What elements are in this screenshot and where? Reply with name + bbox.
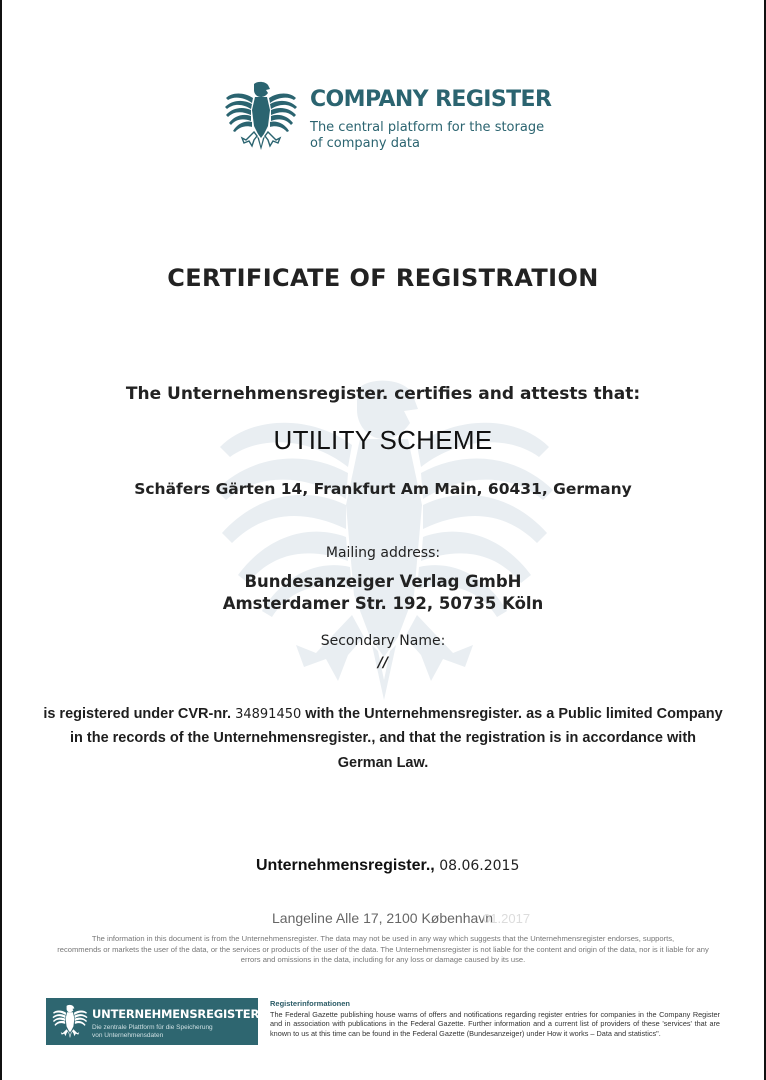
certifies-statement: The Unternehmensregister. certifies and attests that: [125, 384, 641, 404]
badge-subtitle-line1: Die zentrale Plattform für die Speicherung [92, 1024, 213, 1031]
secondary-name-value: // [377, 655, 389, 671]
certificate-title: CERTIFICATE OF REGISTRATION [167, 264, 599, 292]
register-information-title: Registerinformationen [270, 999, 351, 1008]
registration-statement-line3: German Law. [337, 755, 429, 771]
secondary-name-label: Secondary Name: [320, 633, 446, 649]
badge-subtitle [92, 1024, 252, 1040]
mailing-address-line1: Bundesanzeiger Verlag GmbH [244, 572, 522, 591]
legal-disclaimer [48, 934, 718, 966]
disclaimer-line2: recommends or markets the user of the data, or the services or products of the user of the data. The Unternehmensregister is not liable for the content and origin of the data, nor is it liable for any [57, 944, 709, 954]
signature-line [256, 857, 519, 875]
brand-subtitle [310, 120, 550, 152]
issuer-location-address: Langeline Alle 17, 2100 København [272, 910, 494, 926]
register-information [270, 999, 720, 1038]
disclaimer-line3: errors and omissions in the data, including for any loss or damage caused by its use. [240, 955, 526, 964]
company-address: Schäfers Gärten 14, Frankfurt Am Main, 60431, Germany [134, 480, 632, 498]
company-register-logo [224, 80, 554, 155]
federal-eagle-icon [52, 1003, 88, 1040]
brand-title: COMPANY REGISTER [310, 87, 552, 112]
signature-issuer: Unternehmensregister., [256, 857, 435, 874]
registration-statement-line1 [0, 706, 766, 722]
brand-subtitle-line1: The central platform for the storage [310, 120, 545, 135]
signature-date: 08.06.2015 [439, 858, 520, 874]
registration-prefix: is registered under CVR-nr. [43, 706, 236, 722]
unternehmensregister-badge [46, 998, 258, 1045]
issuer-location [272, 910, 530, 926]
badge-title: UNTERNEHMENSREGISTER [92, 1007, 260, 1021]
federal-eagle-icon [224, 80, 298, 152]
page-border-left [0, 0, 2, 1080]
mailing-address-label: Mailing address: [325, 545, 441, 561]
brand-subtitle-line2: of company data [310, 136, 420, 151]
badge-subtitle-line2: von Unternehmensdaten [92, 1032, 164, 1039]
registration-suffix: with the Unternehmensregister. as a Public limited Company [301, 706, 723, 722]
ghost-date: 01.2017 [483, 911, 531, 926]
company-name: UTILITY SCHEME [273, 425, 493, 455]
register-information-body: The Federal Gazette publishing house warns of offers and notifications regarding register entries for companies in the Company Register and in association with publications in the Federal Gazette. Further information and a current list of providers of these 'services' that are known to us at this time can be found in the Federal Gazette (Bundesanzeiger) under How it works – Data and statistics". [270, 1010, 720, 1038]
disclaimer-line1: The information in this document is from the Unternehmensregister. The data may not be used in any way which suggests that the Unternehmensregister endorses, supports, [91, 934, 675, 943]
cvr-number: 34891450 [235, 707, 302, 722]
registration-statement-line2: in the records of the Unternehmensregister., and that the registration is in accordance with [69, 730, 697, 746]
mailing-address-line2: Amsterdamer Str. 192, 50735 Köln [222, 594, 544, 613]
